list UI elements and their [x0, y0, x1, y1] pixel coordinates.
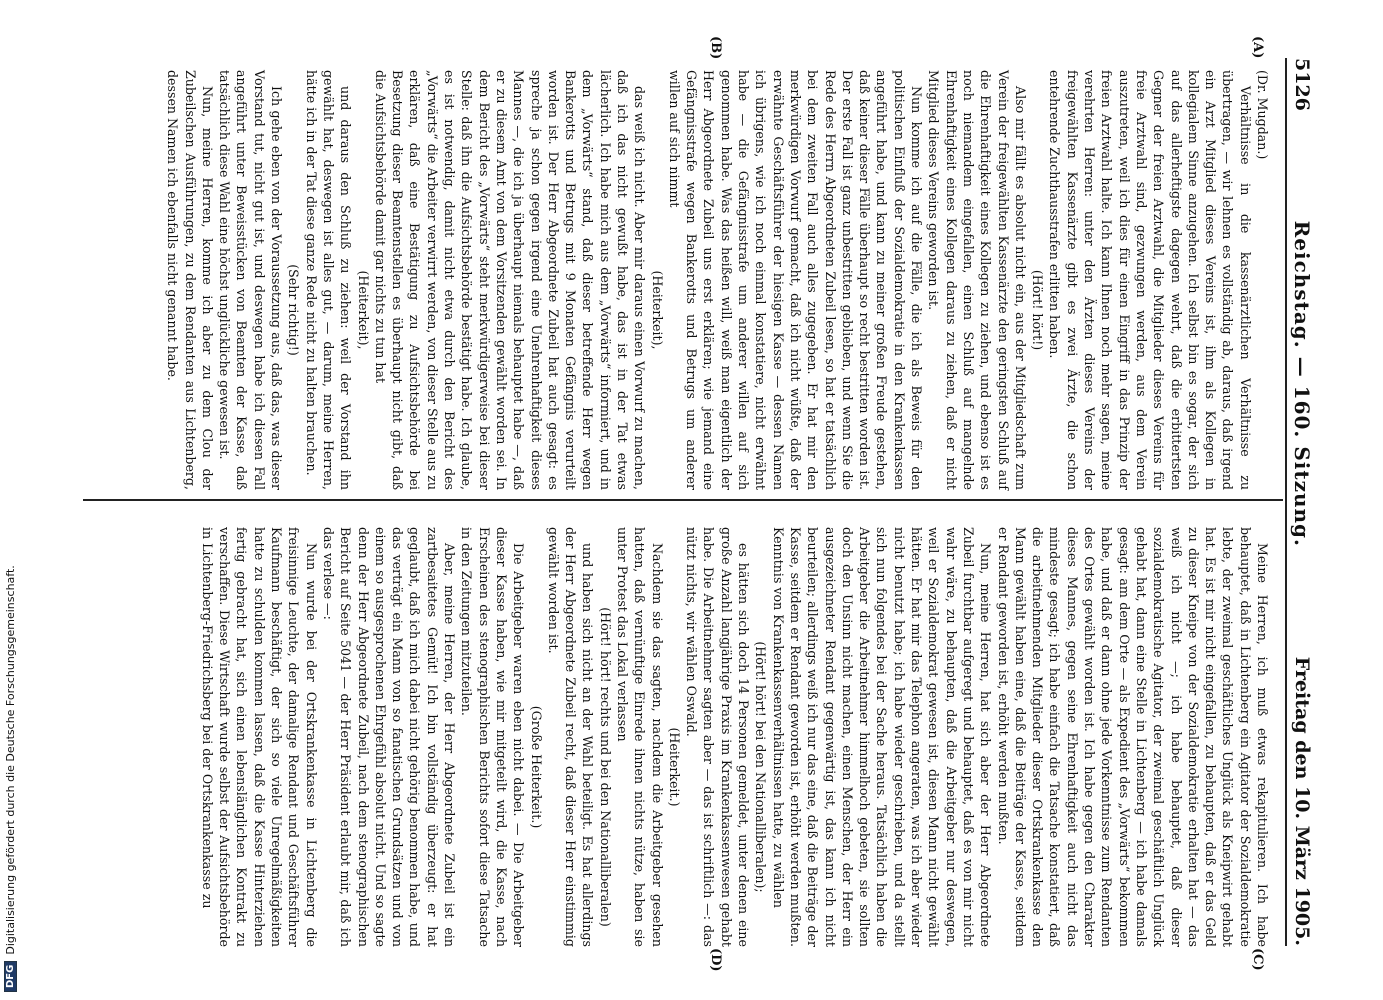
paragraph: Nun komme ich auf die Fälle, die ich als Beweis für den politischen Einfluß der Sozialdemokratie in den Krankenkassen angeführt habe, und kann zu meiner großen Freude gestehen, daß keiner dieser Fälle überhaupt so recht bestritten worden ist. Der erste Fall ist ganz unbestritten geblieben, und wenn Sie die Rede des Herrn Abgeordneten Zubeil lesen, so hat er tatsächlich bei dem zweiten Fall auch alles zugegeben. Er hat mir den merkwürdigen Vorwurf gemacht, daß ich nicht wüßte, daß der erwähnte Geschäftsführer der hiesigen Kasse — dessen Namen ich übrigens, wie ich noch einmal konstatiere, nicht erwähnt habe — die Gefängnisstrafe um anderer willen auf sich genommen habe. Was das heißen will, weiß man eigentlich der Herr Abgeordnete Zubeil uns erst erklären; wie jemand eine Gefängnisstrafe wegen Bankerotts und Betrugs um anderer willen auf sich nimmt [666, 70, 925, 490]
digitization-credit [2, 2, 18, 992]
page-title: Reichstag. — 160. Sitzung. [1290, 220, 1314, 548]
page-number: 5126 [1291, 58, 1313, 111]
dfg-logo: DFG [4, 961, 17, 992]
paragraph: Aber, meine Herren, der Herr Abgeordnete Zubeil ist ein zartbesaitetes Gemüt! Ich bin vollständig überzeugt: er hat geglaubt, daß ich mich dabei nicht gehörig benommen habe, und das verträgt ein Mann von so fanatischen Grundsätzen und von einem so ausgesprochenen Ehrgefühl absolut nicht. Und so sagte denn der Herr Abgeordnete Zubeil, nach dem stenographischen Bericht auf Seite 5041 — der Herr Präsident erlaubt mir, daß ich das verlese —: [320, 527, 458, 947]
margin-letter-c: (C) [1250, 948, 1265, 971]
text-column-right [199, 527, 1271, 947]
paragraph: Verhältnisse in die kassenärztlichen Verhältnisse zu übertragen, — wir lehnen es vollständig ab, daraus, daß irgend ein Arzt Mitglied dieses Vereins ist, ihm als Kollegen in kollegialem Sinne anzugehen. Ich selbst bin es sogar, der sich auf das allerheftigste dagegen wehrt, daß die erbittertsten Gegner der freien Arztwahl, die Mitglieder dieses Vereins für freie Arztwahl sind, gezwungen werden, aus dem Verein auszutreten, weil ich dies für einen Eingriff in das Prinzip der freien Arztwahl halte. Ich kann Ihnen noch mehr sagen, meine verehrten Herren: unter den Ärzten dieses Vereins der freigewählten Kassenärzte gibt es zwei Ärzte, die schon entehrende Zuchthausstrafen erlitten haben. [1047, 70, 1253, 490]
paragraph: Nun, meine Herren, hat sich aber der Herr Abgeordnete Zubeil furchtbar aufgeregt und behauptet, daß es von mir nicht wahr wäre, zu behaupten, daß die Arbeitgeber nur deswegen, weil er Sozialdemokrat gewesen ist, diesen Mann nicht gewählt hätten. Er hat mir das Telephon angeraten, was ich aber wieder nicht benutzt habe; ich habe wieder geschrieben, und da stellt sich nun folgendes bei der Sache heraus. Tatsächlich haben die Arbeitgeber die Arbeitnehmer himmelhoch gebeten, sie sollten doch den Unsinn nicht machen, einen Menschen, der Herr ein ausgezeichneter Rendant gegenwärtig ist, das kann ich nicht beurteilen; allerdings weiß ich nur das eine, daß die Beiträge der Kasse, seitdem er Rendant geworden ist, erhöht werden mußten. Kenntnis von Krankenkassenverhältnissen hatte, zu wählen [770, 527, 994, 947]
paragraph: Nachdem sie das sagten, nachdem die Arbeitgeber gesehen hatten, daß vernünftige Einrede ihnen nichts nütze, haben sie unter Protest das Lokal verlassen [615, 527, 665, 947]
margin-letter-a: (A) [1250, 36, 1265, 59]
credit-text: Digitalisierung gefördert durch die Deutsche Forschungsgemeinschaft. [3, 565, 17, 955]
interjection: (Heiterkeit), [355, 270, 371, 350]
interjection: (Heiterkeit.) [666, 727, 682, 807]
margin-letter-d: (D) [708, 948, 723, 972]
interjection: (Große Heiterkeit.) [528, 705, 544, 829]
interjection: (Heiterkeit), [649, 270, 665, 350]
paragraph: es hätten sich doch 14 Personen gemeldet, unter denen eine große Anzahl langjährige Praxis im Krankenkassenwesen gehabt habe. Die Arbeitnehmer sagten aber — das ist schriftlich —: das nützt nichts, wir wählen Oswald. [684, 527, 752, 947]
paragraph: Ich gehe eben von der Voraussetzung aus, daß das, was dieser Vorstand tut, nicht gut ist, und deswegen habe ich diesen Fall angeführt unter Beweisstücken von Beamten der Kasse, daß tatsächlich diese Wahl eine höchst unglückliche gewesen ist. [217, 70, 285, 490]
speaker-name: (Dr. Mugdan.) [1255, 70, 1270, 160]
interjection: (Hört! hört! bei den Nationalliberalen); [753, 641, 769, 893]
interjection: (Hört! hört!) [1030, 269, 1046, 351]
paragraph: Nun, meine Herren, komme ich aber zu dem Clou der Zubeilschen Ausführungen, zu dem Rendanten aus Lichtenberg, dessen Namen ich ebenfalls nicht genannt habe. [165, 70, 215, 490]
text-column-left [164, 70, 1271, 490]
page-header [1285, 58, 1317, 946]
paragraph: Also mir fällt es absolut nicht ein, aus der Mitgliedschaft zum Verein der freigewählten Kassenärzte den geringsten Schluß auf die Ehrenhaftigkeit eines Kollegen zu ziehen, und ebenso ist es noch niemandem eingefallen, einen Schluß auf mangelnde Ehrenhaftigkeit eines Kollegen daraus zu ziehen, daß er nicht Mitglied dieses Vereins geworden ist. [926, 70, 1028, 490]
paragraph: und haben sich nicht an der Wahl beteiligt. Es hat allerdings der Herr Abgeordnete Zubeil recht, daß dieser Herr einstimmig gewählt worden ist. [545, 527, 596, 947]
page-date: Freitag den 10. März 1905. [1291, 656, 1313, 946]
paragraph: Die Arbeitgeber waren eben nicht dabei. — Die Arbeitgeber dieser Kasse haben, wie mir mitgeteilt wird, die Kasse, nach Erscheinen des stenographischen Berichts sofort diese Tatsache in den Zeitungen mitzuteilen. [459, 527, 527, 947]
interjection: (Hört! hört! rechts und bei den Nationalliberalen) [597, 607, 613, 927]
column-divider [83, 499, 1283, 501]
interjection: (Sehr richtig!) [286, 264, 302, 356]
paragraph: Nun wurde bei der Ortskrankenkasse in Lichtenberg die freisinnige Leuchte, der damalige Rendant und Geschäftsführer Kaufmann beschäftigt, der sich so viele Unregelmäßigkeiten hatte zu schulden kommen lassen, daß die Kasse Hinterziehen fertig gebracht hat, sich einen lebenslänglichen Kontrakt zu verschaffen. Diese Wirtschaft wurde selbst der Aufsichtsbehörde in Lichtenberg-Friedrichsberg bei der Ortskrankenkasse zu [199, 527, 319, 947]
paragraph: und daraus den Schluß zu ziehen: weil der Vorstand ihn gewählt hat, deswegen ist alles gut, — darum, meine Herren, hätte ich in der Tat diese ganze Rede nicht zu halten brauchen. [303, 70, 354, 490]
paragraph: das weiß ich nicht. Aber mir daraus einen Vorwurf zu machen, daß ich das nicht gewußt habe, das ist in der Tat etwas lächerlich. Ich habe mich aus dem „Vorwärts“ informiert, und in dem „Vorwärts“ stand, daß dieser betreffende Herr wegen Bankerotts und Betrugs mit 9 Monaten Gefängnis verurteilt worden ist. Der Herr Abgeordnete Zubeil hat auch gesagt: es spreche ja schon gegen irgend eine Unehrenhaftigkeit dieses Mannes —, die ich ja überhaupt niemals behauptet habe —, daß er zu diesem Amt von dem Vorsitzenden gewählt worden sei. In dem Bericht des „Vorwärts“ steht merkwürdigerweise bei dieser Stelle: daß ihn die Aufsichtsbehörde bestätigt habe. Ich glaube, es ist notwendig, damit nicht etwa durch den Bericht des „Vorwärts“ die Arbeiter verwirrt werden, von dieser Stelle aus zu erklären, daß eine Bestätigung zu Aufsichtsbehörde bei Besetzung dieser Beamtenstellen es überhaupt nicht gibt, daß die Aufsichtsbehörde damit gar nichts zu tun hat [372, 70, 648, 490]
margin-letter-b: (B) [708, 36, 723, 60]
paragraph: Meine Herren, ich muß etwas rekapitulieren. Ich habe behauptet, daß in Lichtenberg ein Agitator der Sozialdemokratie lebte, der zweimal geschäftliches Unglück als Kneipwirt gehabt hat. Es ist mir nicht eingefallen, zu behaupten, daß er das Geld zu dieser Kneipe von der Sozialdemokratie erhalten hat — das weiß ich nicht —; ich habe behauptet, daß dieser sozialdemokratische Agitator, der zweimal geschäftlich Unglück gehabt hat, dann eine Stelle in Lichtenberg — ich habe damals gesagt: am dem Orte — als Expedient des „Vorwärts“ bekommen habe, und daß er dann ohne jede Vorkenntnisse zum Rendanten des Ortes gewählt worden ist. Ich habe gegen den Charakter dieses Mannes, gegen seine Ehrenhaftigkeit auch nicht das mindeste gesagt; ich habe einfach die Tatsache konstatiert, daß die arbeitnehmenden Mitglieder dieser Ortskrankenkasse den Mann gewählt haben eine, daß die Beiträge der Kasse, seitdem er Rendant geworden ist, erhöht werden mußten. [995, 527, 1270, 947]
